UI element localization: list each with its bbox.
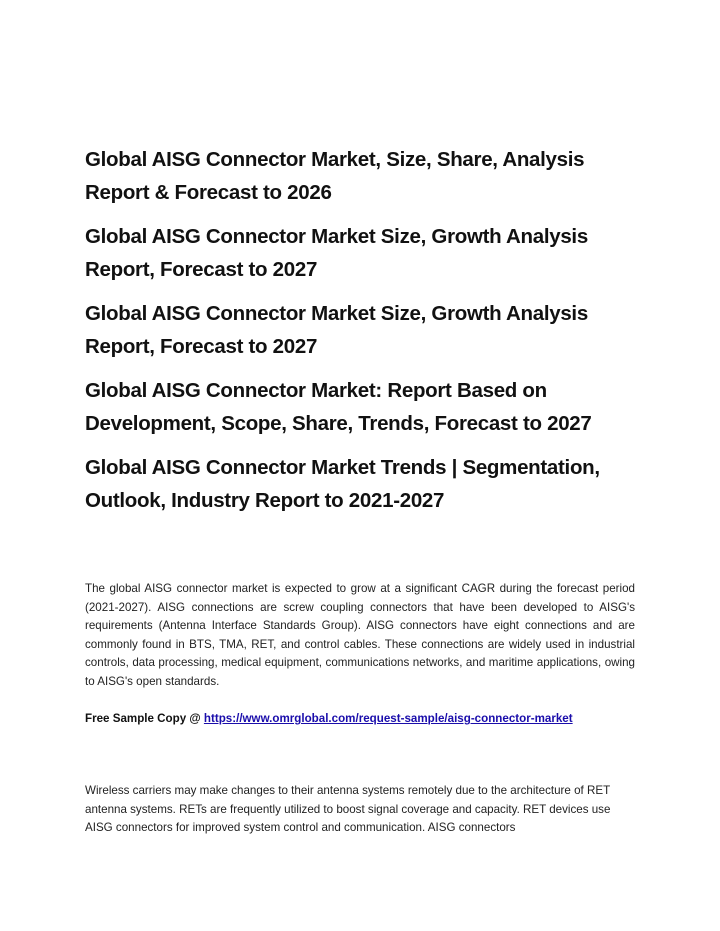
heading-list [85,143,645,528]
report-heading-1: Global AISG Connector Market, Size, Share, Analysis Report & Forecast to 2026 [85,148,585,204]
report-heading-2: Global AISG Connector Market Size, Growth Analysis Report, Forecast to 2027 [85,225,588,281]
report-heading-5: Global AISG Connector Market Trends | Segmentation, Outlook, Industry Report to 2021-2027 [85,456,600,512]
report-heading-4: Global AISG Connector Market: Report Based on Development, Scope, Share, Trends, Forecast to 2027 [85,379,592,435]
sample-request-link[interactable]: https://www.omrglobal.com/request-sample/aisg-connector-market [203,712,573,725]
free-sample-label: Free Sample Copy @ [85,712,204,725]
intro-paragraph: The global AISG connector market is expected to grow at a significant CAGR during the forecast period (2021-2027). AISG connections are screw coupling connectors that have been developed to AISG's requirements (Antenna Interface Standards Group). AISG connectors have eight connections and are commonly found in BTS, TMA, RET, and control cables. These connections are widely used in industrial controls, data processing, medical equipment, communications networks, and maritime applications, owing to AISG's open standards. [85,582,635,688]
report-heading-3: Global AISG Connector Market Size, Growth Analysis Report, Forecast to 2027 [85,302,588,358]
free-sample-line [85,710,665,728]
body-paragraph: Wireless carriers may make changes to their antenna systems remotely due to the architecture of RET antenna systems. RETs are frequently utilized to boost signal coverage and capacity. RET devices use AISG connectors for improved system control and communication. AISG connectors [85,784,611,834]
